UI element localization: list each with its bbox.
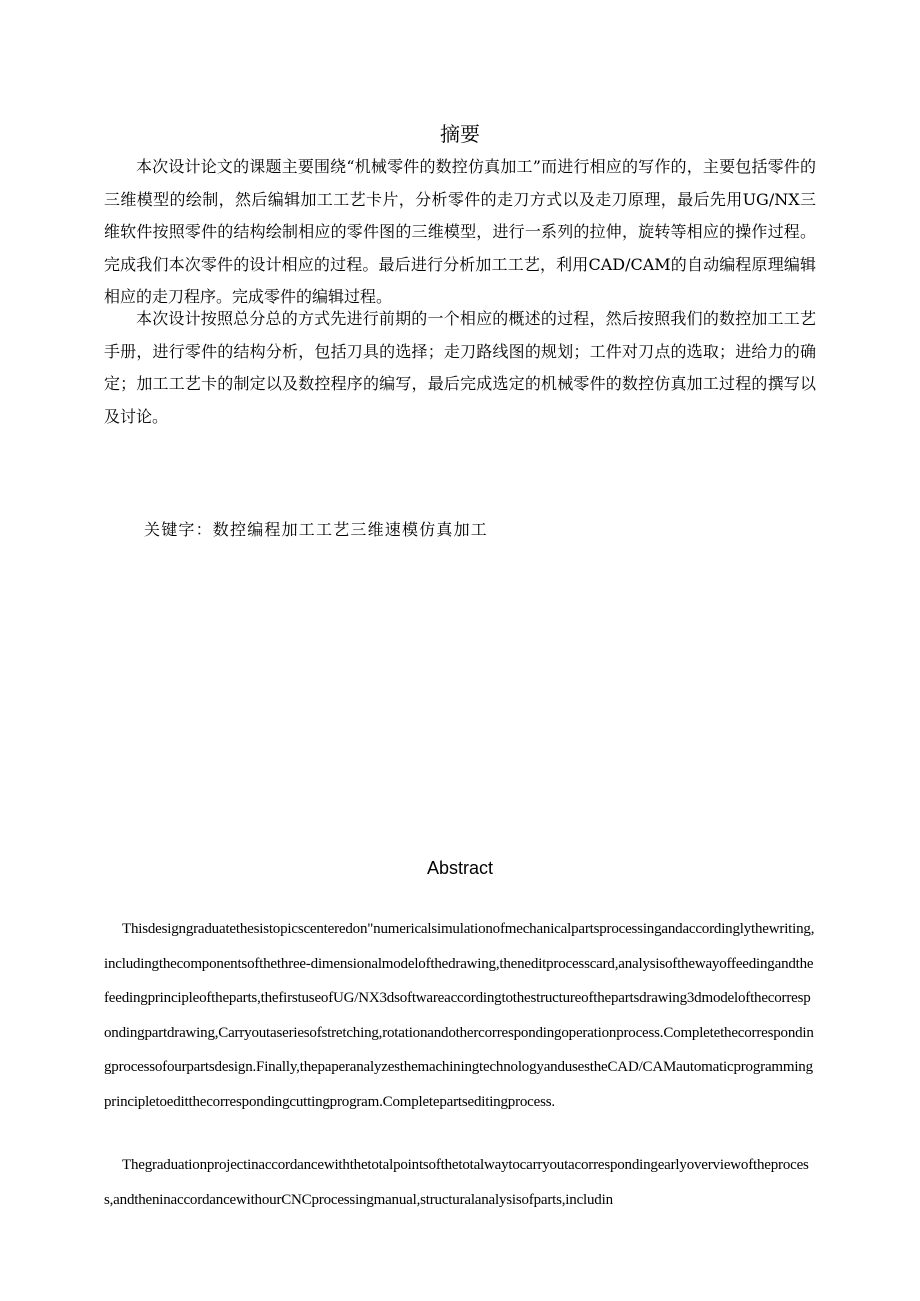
english-abstract-heading: Abstract — [426, 858, 494, 878]
english-abstract-paragraph-1: Thisdesigngraduatethesistopicscenteredon"numericalsimulationofmechanicalpartsprocessingandaccordinglythewriting,includingthecomponentsofthethree-dimensionalmodelofthedrawing,theneditprocesscard,analysisofthewayoffeedingandthefeedingprincipleoftheparts,thefirstuseofUG/NX3dsoftwareaccordingtothestructureofthepartsdrawing3dmodelofthecorrespondingpartdrawing,Carryoutaseriesofstretching,rotationandothercorrespondingoperationprocess.Completethecorrespondingprocessofourpartsdesign.Finally,thepaperanalyzesthemachiningtechnologyandusestheCAD/CAMautomaticprogrammingprincipletoeditthecorrespondingcuttingprogram.Completepartseditingprocess. — [104, 921, 815, 1110]
chinese-abstract-paragraph-1: 本次设计论文的课题主要围绕“机械零件的数控仿真加工”而进行相应的写作的，主要包括零件的三维模型的绘制，然后编辑加工工艺卡片，分析零件的走刀方式以及走刀原理，最后先用UG/NX三维软件按照零件的结构绘制相应的零件图的三维模型，进行一系列的拉伸，旋转等相应的操作过程。完成我们本次零件的设计相应的过程。最后进行分析加工工艺，利用CAD/CAM的自动编程原理编辑相应的走刀程序。完成零件的编辑过程。 — [104, 157, 816, 306]
chinese-abstract-paragraph-2: 本次设计按照总分总的方式先进行前期的一个相应的概述的过程，然后按照我们的数控加工工艺手册，进行零件的结构分析，包括刀具的选择；走刀路线图的规划；工件对刀点的选取；进给力的确定；加工工艺卡的制定以及数控程序的编写，最后完成选定的机械零件的数控仿真加工过程的撰写以及讨论。 — [104, 309, 816, 426]
chinese-keywords: 关键字：数控编程加工工艺三维速模仿真加工 — [144, 520, 489, 539]
english-abstract-paragraph-2: Thegraduationprojectinaccordancewiththetotalpointsofthetotalwaytocarryoutacorrespondingearlyoverviewoftheprocess,andtheninaccordancewithourCNCprocessingmanual,structuralanalysisofparts,includin — [104, 1157, 809, 1208]
chinese-abstract-heading: 摘要 — [440, 122, 480, 146]
